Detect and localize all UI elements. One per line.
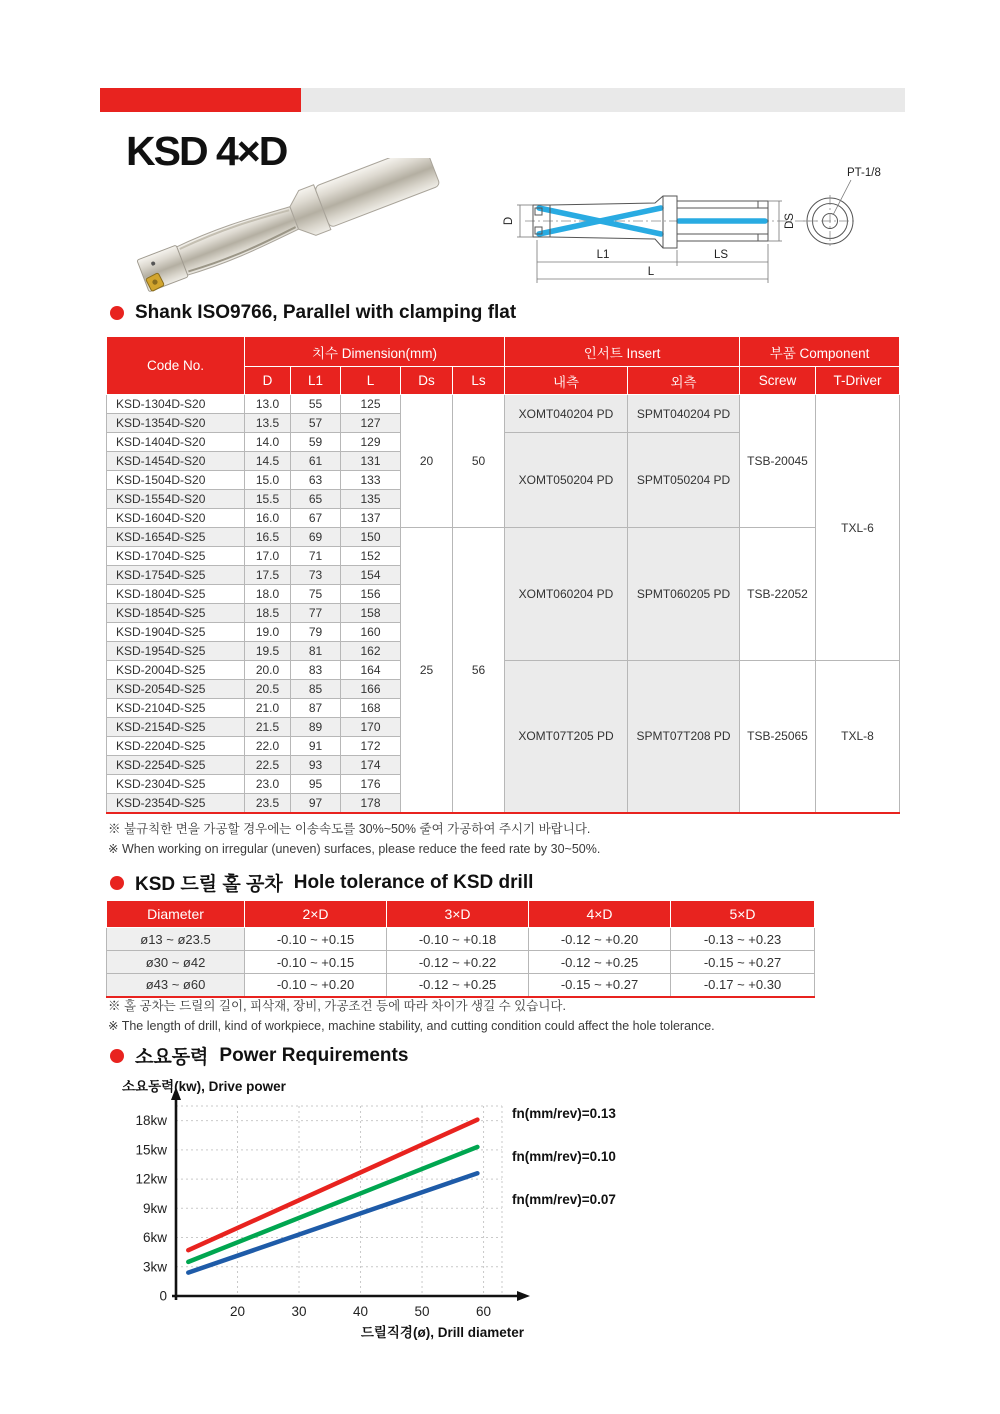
col-header-l: L xyxy=(341,367,401,395)
section-title-en: Hole tolerance of KSD drill xyxy=(293,871,534,893)
dim-cell: 22.5 xyxy=(245,756,291,775)
tol-header-4xd: 4×D xyxy=(529,901,671,928)
tolerance-cell: -0.12 ~ +0.25 xyxy=(529,951,671,974)
y-tick-label: 12kw xyxy=(135,1171,167,1187)
screw-cell: TSB-20045 xyxy=(740,395,816,528)
legend-fn-007: fn(mm/rev)=0.07 xyxy=(512,1192,616,1207)
dim-cell: 164 xyxy=(341,661,401,680)
tolerance-cell: -0.12 ~ +0.25 xyxy=(387,974,529,997)
tol-header-5xd: 5×D xyxy=(671,901,815,928)
code-cell: KSD-1904D-S25 xyxy=(107,623,245,642)
dim-cell: 55 xyxy=(291,395,341,414)
code-cell: KSD-1704D-S25 xyxy=(107,547,245,566)
y-tick-label: 15kw xyxy=(135,1142,167,1158)
y-tick-label: 9kw xyxy=(142,1200,167,1216)
top-bar-red-accent xyxy=(100,88,301,112)
dim-cell: 23.0 xyxy=(245,775,291,794)
section-title-en: Power Requirements xyxy=(219,1044,409,1066)
dim-cell: 176 xyxy=(341,775,401,794)
section-title-ko: 소요동력 xyxy=(135,1047,209,1068)
dim-cell: 57 xyxy=(291,414,341,433)
code-cell: KSD-2104D-S25 xyxy=(107,699,245,718)
dim-cell: 137 xyxy=(341,509,401,528)
dim-cell: 156 xyxy=(341,585,401,604)
dim-cell: 127 xyxy=(341,414,401,433)
dim-cell: 15.5 xyxy=(245,490,291,509)
dim-cell: 16.0 xyxy=(245,509,291,528)
dim-cell: 21.0 xyxy=(245,699,291,718)
dim-cell: 15.0 xyxy=(245,471,291,490)
insert-cell: SPMT07T208 PD xyxy=(628,661,740,813)
tol-header-2xd: 2×D xyxy=(245,901,387,928)
power-requirements-chart xyxy=(106,1078,546,1346)
table-row xyxy=(107,928,815,951)
dim-cell: 14.5 xyxy=(245,452,291,471)
dim-cell: 13.5 xyxy=(245,414,291,433)
section-heading-power xyxy=(110,1042,408,1069)
note-line: ※ When working on irregular (uneven) surfaces, please reduce the feed rate by 30~50%. xyxy=(108,841,601,856)
dim-cell: 75 xyxy=(291,585,341,604)
code-cell: KSD-1404D-S20 xyxy=(107,433,245,452)
code-cell: KSD-2054D-S25 xyxy=(107,680,245,699)
col-header-ds: Ds xyxy=(401,367,453,395)
shank-dim-cell: 50 xyxy=(453,395,505,528)
dim-cell: 174 xyxy=(341,756,401,775)
dim-cell: 85 xyxy=(291,680,341,699)
drill-photo xyxy=(115,158,487,308)
screw-cell: TSB-25065 xyxy=(740,661,816,813)
series-line-2 xyxy=(188,1173,477,1272)
dim-label-d: D xyxy=(503,216,515,226)
dim-cell: 21.5 xyxy=(245,718,291,737)
code-cell: KSD-1854D-S25 xyxy=(107,604,245,623)
x-tick-label: 40 xyxy=(353,1304,369,1319)
dim-cell: 81 xyxy=(291,642,341,661)
dim-label-ls: LS xyxy=(713,249,729,261)
code-cell: KSD-1654D-S25 xyxy=(107,528,245,547)
code-cell: KSD-2154D-S25 xyxy=(107,718,245,737)
insert-cell: XOMT050204 PD xyxy=(505,433,628,528)
series-line-1 xyxy=(188,1147,477,1262)
col-group-component: 부품 Component xyxy=(740,337,900,367)
dim-cell: 135 xyxy=(341,490,401,509)
col-header-l1: L1 xyxy=(291,367,341,395)
spec-table xyxy=(106,336,900,814)
dim-cell: 125 xyxy=(341,395,401,414)
dim-cell: 133 xyxy=(341,471,401,490)
code-cell: KSD-1804D-S25 xyxy=(107,585,245,604)
dim-cell: 18.5 xyxy=(245,604,291,623)
shank-dim-cell: 20 xyxy=(401,395,453,528)
dim-cell: 73 xyxy=(291,566,341,585)
dim-cell: 17.0 xyxy=(245,547,291,566)
col-group-insert: 인서트 Insert xyxy=(505,337,740,367)
tol-header-diameter: Diameter xyxy=(107,901,245,928)
insert-cell: SPMT050204 PD xyxy=(628,433,740,528)
insert-cell: XOMT040204 PD xyxy=(505,395,628,433)
note-line: ※ The length of drill, kind of workpiece, machine stability, and cutting condition could affect the hole tolerance. xyxy=(108,1018,715,1033)
dim-cell: 71 xyxy=(291,547,341,566)
diameter-cell: ø43 ~ ø60 xyxy=(107,974,245,997)
dim-label-ds: DS xyxy=(784,213,796,229)
dim-cell: 22.0 xyxy=(245,737,291,756)
code-cell: KSD-1504D-S20 xyxy=(107,471,245,490)
dim-cell: 89 xyxy=(291,718,341,737)
tolerance-cell: -0.10 ~ +0.15 xyxy=(245,928,387,951)
dim-cell: 129 xyxy=(341,433,401,452)
shank-dim-cell: 25 xyxy=(401,528,453,813)
dim-cell: 158 xyxy=(341,604,401,623)
red-bullet-icon xyxy=(110,876,124,890)
dim-cell: 154 xyxy=(341,566,401,585)
note-line: ※ 홀 공차는 드릴의 길이, 피삭재, 장비, 가공조건 등에 따라 차이가 생길 수 있습니다. xyxy=(108,999,566,1013)
dim-cell: 61 xyxy=(291,452,341,471)
table-row xyxy=(107,528,900,547)
dim-cell: 19.0 xyxy=(245,623,291,642)
tolerance-cell: -0.13 ~ +0.23 xyxy=(671,928,815,951)
tolerance-cell: -0.10 ~ +0.15 xyxy=(245,951,387,974)
x-tick-label: 20 xyxy=(229,1304,246,1319)
x-axis-title: 드릴직경(ø), Drill diameter xyxy=(360,1325,524,1340)
x-axis-arrow-icon xyxy=(517,1291,530,1301)
dim-cell: 20.5 xyxy=(245,680,291,699)
dim-cell: 95 xyxy=(291,775,341,794)
col-header-inner: 내측 xyxy=(505,367,628,395)
y-tick-label: 18kw xyxy=(135,1113,167,1129)
tolerance-cell: -0.15 ~ +0.27 xyxy=(529,974,671,997)
dim-cell: 160 xyxy=(341,623,401,642)
code-cell: KSD-2354D-S25 xyxy=(107,794,245,813)
tolerance-cell: -0.12 ~ +0.22 xyxy=(387,951,529,974)
insert-cell: XOMT07T205 PD xyxy=(505,661,628,813)
dim-cell: 152 xyxy=(341,547,401,566)
dim-cell: 65 xyxy=(291,490,341,509)
code-cell: KSD-1954D-S25 xyxy=(107,642,245,661)
col-header-outer: 외측 xyxy=(628,367,740,395)
dim-cell: 13.0 xyxy=(245,395,291,414)
table-row xyxy=(107,395,900,414)
tolerance-cell: -0.15 ~ +0.27 xyxy=(671,951,815,974)
tdriver-cell: TXL-6 xyxy=(816,395,900,661)
code-cell: KSD-1754D-S25 xyxy=(107,566,245,585)
code-cell: KSD-1604D-S20 xyxy=(107,509,245,528)
section-title-ko: KSD 드릴 홀 공차 xyxy=(135,874,283,895)
dim-cell: 83 xyxy=(291,661,341,680)
tdriver-cell: TXL-8 xyxy=(816,661,900,813)
col-header-d: D xyxy=(245,367,291,395)
diameter-cell: ø30 ~ ø42 xyxy=(107,951,245,974)
dim-cell: 131 xyxy=(341,452,401,471)
code-cell: KSD-2254D-S25 xyxy=(107,756,245,775)
dim-cell: 77 xyxy=(291,604,341,623)
top-bar-gray xyxy=(301,88,905,112)
insert-cell: SPMT060205 PD xyxy=(628,528,740,661)
dim-cell: 23.5 xyxy=(245,794,291,813)
red-bullet-icon xyxy=(110,1049,124,1063)
code-cell: KSD-1554D-S20 xyxy=(107,490,245,509)
col-header-screw: Screw xyxy=(740,367,816,395)
dim-cell: 150 xyxy=(341,528,401,547)
dim-cell: 20.0 xyxy=(245,661,291,680)
legend-fn-010: fn(mm/rev)=0.10 xyxy=(512,1149,616,1164)
section-title: Shank ISO9766, Parallel with clamping flat xyxy=(135,302,517,323)
diameter-cell: ø13 ~ ø23.5 xyxy=(107,928,245,951)
tolerance-cell: -0.12 ~ +0.20 xyxy=(529,928,671,951)
dim-cell: 14.0 xyxy=(245,433,291,452)
col-header-tdriver: T-Driver xyxy=(816,367,900,395)
dim-label-l: L xyxy=(647,266,655,278)
dim-cell: 16.5 xyxy=(245,528,291,547)
dim-cell: 93 xyxy=(291,756,341,775)
table-row xyxy=(107,974,815,997)
dim-label-l1: L1 xyxy=(596,249,610,261)
section-heading-tolerance xyxy=(110,869,533,896)
dim-cell: 170 xyxy=(341,718,401,737)
dim-cell: 63 xyxy=(291,471,341,490)
y-axis-title: 소요동력(kw), Drive power xyxy=(122,1079,286,1094)
x-tick-label: 30 xyxy=(291,1304,307,1319)
note-line: ※ 불규칙한 면을 가공할 경우에는 이송속도를 30%~50% 줄여 가공하여 주시기 바랍니다. xyxy=(108,822,591,836)
code-cell: KSD-1304D-S20 xyxy=(107,395,245,414)
col-group-dimension: 치수 Dimension(mm) xyxy=(245,337,505,367)
dim-cell: 162 xyxy=(341,642,401,661)
tolerance-table xyxy=(106,900,815,998)
legend-fn-013: fn(mm/rev)=0.13 xyxy=(512,1106,616,1121)
col-header-code: Code No. xyxy=(107,337,245,395)
y-tick-label: 6kw xyxy=(142,1230,167,1246)
series-line-0 xyxy=(188,1120,477,1251)
insert-cell: SPMT040204 PD xyxy=(628,395,740,433)
tolerance-cell: -0.10 ~ +0.20 xyxy=(245,974,387,997)
tolerance-notes xyxy=(108,997,715,1036)
dim-cell: 18.0 xyxy=(245,585,291,604)
col-header-ls: Ls xyxy=(453,367,505,395)
dim-cell: 19.5 xyxy=(245,642,291,661)
code-cell: KSD-2004D-S25 xyxy=(107,661,245,680)
code-cell: KSD-1354D-S20 xyxy=(107,414,245,433)
dim-cell: 166 xyxy=(341,680,401,699)
dim-cell: 97 xyxy=(291,794,341,813)
technical-drawing xyxy=(495,158,895,308)
dim-cell: 69 xyxy=(291,528,341,547)
dim-cell: 91 xyxy=(291,737,341,756)
dim-cell: 67 xyxy=(291,509,341,528)
shank-dim-cell: 56 xyxy=(453,528,505,813)
tolerance-cell: -0.10 ~ +0.18 xyxy=(387,928,529,951)
dim-cell: 168 xyxy=(341,699,401,718)
pt-thread-label: PT-1/8 xyxy=(847,167,881,179)
code-cell: KSD-1454D-S20 xyxy=(107,452,245,471)
page-title: KSD 4×D xyxy=(126,128,287,174)
dim-cell: 178 xyxy=(341,794,401,813)
section-heading-shank xyxy=(110,302,516,324)
table-row xyxy=(107,951,815,974)
x-tick-label: 60 xyxy=(476,1304,492,1319)
tol-header-3xd: 3×D xyxy=(387,901,529,928)
code-cell: KSD-2204D-S25 xyxy=(107,737,245,756)
screw-cell: TSB-22052 xyxy=(740,528,816,661)
insert-cell: XOMT060204 PD xyxy=(505,528,628,661)
shank-notes xyxy=(108,820,600,859)
y-tick-label: 0 xyxy=(159,1288,167,1304)
dim-cell: 59 xyxy=(291,433,341,452)
dim-cell: 87 xyxy=(291,699,341,718)
dim-cell: 172 xyxy=(341,737,401,756)
code-cell: KSD-2304D-S25 xyxy=(107,775,245,794)
dim-cell: 17.5 xyxy=(245,566,291,585)
red-bullet-icon xyxy=(110,306,124,320)
dim-cell: 79 xyxy=(291,623,341,642)
tolerance-cell: -0.17 ~ +0.30 xyxy=(671,974,815,997)
x-tick-label: 50 xyxy=(414,1304,430,1319)
y-tick-label: 3kw xyxy=(142,1259,167,1275)
